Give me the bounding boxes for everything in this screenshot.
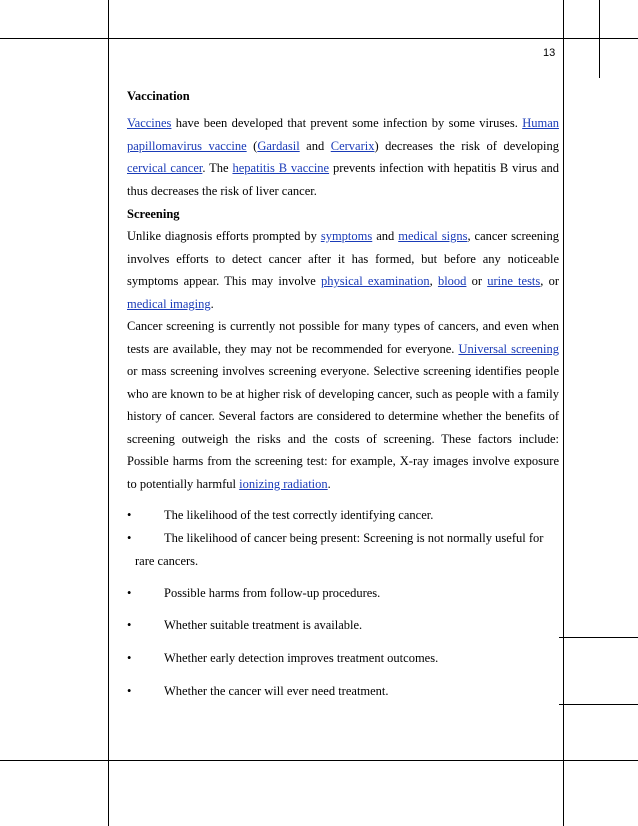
- link-blood[interactable]: blood: [437, 274, 467, 288]
- vaccination-paragraph: Vaccines have been developed that prevent some infection by some viruses. Human papillomavirus vaccine (Gardasil and Cervarix) decreases the risk of developing cervical cancer. The hepatitis B vaccine prevents infection with hepatitis B virus and thus decreases the risk of liver cancer.: [127, 116, 560, 198]
- bullet-icon: •: [127, 618, 132, 632]
- border-rule-bottom: [0, 760, 638, 761]
- link-urine-tests[interactable]: urine tests: [487, 274, 541, 288]
- bullet-icon: •: [127, 531, 132, 545]
- page-number: 13: [543, 47, 556, 59]
- list-item: • Whether the cancer will ever need treatment.: [127, 680, 559, 703]
- border-rule-top: [0, 38, 638, 39]
- link-vaccines[interactable]: Vaccines: [127, 116, 172, 130]
- list-item: • The likelihood of cancer being present: Screening is not normally useful for: [127, 527, 559, 550]
- bullet-icon: •: [127, 651, 132, 665]
- border-rule-right: [563, 0, 564, 826]
- list-item-continuation: rare cancers.: [135, 554, 199, 568]
- link-hepatitis-b-vaccine[interactable]: hepatitis B vaccine: [232, 161, 330, 175]
- link-hpv-vaccine[interactable]: Human papillomavirus vaccine: [127, 116, 559, 153]
- list-item: • Whether early detection improves treatment outcomes.: [127, 647, 559, 670]
- bullet-icon: •: [127, 508, 132, 522]
- link-symptoms[interactable]: symptoms: [320, 229, 373, 243]
- screening-heading: Screening: [127, 207, 180, 221]
- list-item: • Possible harms from follow-up procedures.: [127, 582, 559, 605]
- vaccination-heading: Vaccination: [127, 89, 190, 103]
- link-medical-imaging[interactable]: medical imaging: [127, 296, 211, 311]
- link-physical-examination[interactable]: physical examination: [321, 274, 430, 288]
- link-ionizing-radiation[interactable]: ionizing radiation: [239, 476, 328, 491]
- list-item: • Whether suitable treatment is available.: [127, 614, 559, 637]
- bullet-icon: •: [127, 586, 132, 600]
- link-medical-signs[interactable]: medical signs: [398, 229, 468, 243]
- border-rule-left: [108, 0, 109, 826]
- border-rule-right-outer: [599, 0, 600, 78]
- link-cervical-cancer[interactable]: cervical cancer: [127, 161, 203, 175]
- link-gardasil[interactable]: Gardasil: [257, 138, 300, 153]
- list-item: • The likelihood of the test correctly identifying cancer.: [127, 504, 559, 527]
- border-rule-mid-right-2: [559, 704, 638, 705]
- link-universal-screening[interactable]: Universal screening: [458, 341, 559, 356]
- screening-paragraph-1: Unlike diagnosis efforts prompted by symptoms and medical signs, cancer screening involves efforts to detect cancer after it has formed, but before any noticeable symptoms appear. This may involve physical examination, blood or urine tests, or medical imaging.: [127, 229, 559, 311]
- border-rule-mid-right: [559, 637, 638, 638]
- screening-paragraph-2: Cancer screening is currently not possible for many types of cancers, and even when tests are available, they may not be recommended for everyone. Universal screening or mass screening involves screening everyone. Selective screening identifies people who are known to be at higher risk of developing cancer, such as people with a family history of cancer. Several factors are considered to determine whether the benefits of screening outweigh the risks and the costs of screening. These factors include: Possible harms from the screening test: for example, X-ray images involve exposure to potentially harmful ionizing radiation.: [127, 319, 559, 491]
- bullet-icon: •: [127, 684, 132, 698]
- link-cervarix[interactable]: Cervarix: [330, 138, 375, 153]
